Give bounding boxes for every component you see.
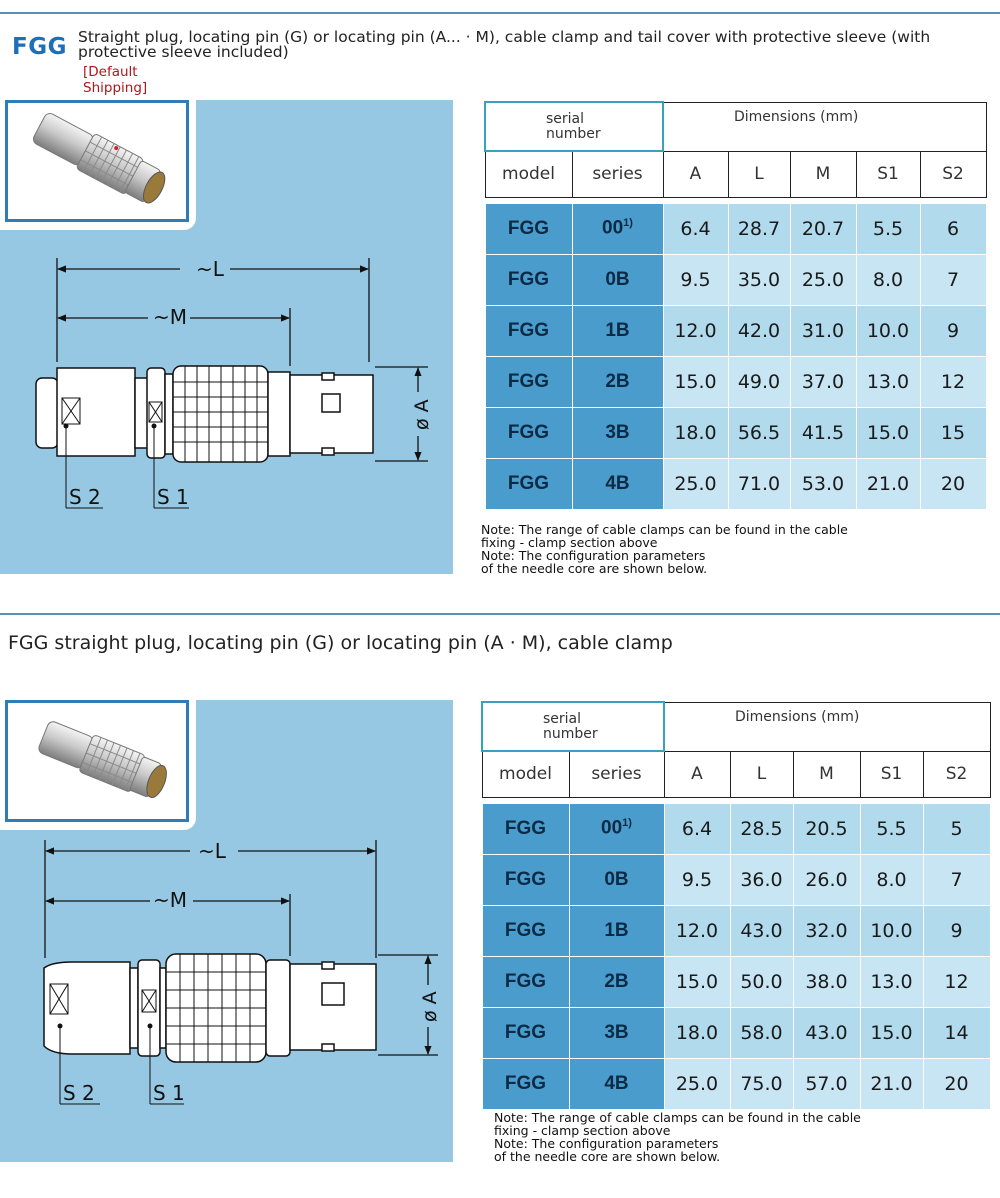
- cell-m: 37.0: [790, 356, 856, 407]
- drawing-panel-1: [0, 100, 453, 574]
- cell-l: 75.0: [730, 1058, 793, 1109]
- cell-model: FGG: [485, 407, 572, 458]
- table-row: [482, 803, 990, 854]
- cell-a: 12.0: [664, 905, 730, 956]
- col-M: M: [790, 151, 856, 197]
- label-S1: S 1: [153, 1081, 185, 1105]
- cell-a: 15.0: [664, 956, 730, 1007]
- series-value: 2B: [605, 370, 630, 392]
- cell-a: 25.0: [664, 1058, 730, 1109]
- series-value: 1B: [605, 319, 630, 341]
- note-line: of the needle core are shown below.: [481, 561, 708, 576]
- cell-a: 6.4: [663, 203, 728, 254]
- col-S2: S2: [920, 151, 986, 197]
- serial-number-header: serial number: [485, 102, 663, 151]
- label-L: ~L: [198, 839, 226, 863]
- cell-l: 58.0: [730, 1007, 793, 1058]
- cell-model: FGG: [485, 356, 572, 407]
- cell-l: 56.5: [728, 407, 790, 458]
- brand-logo: FGG: [12, 34, 67, 60]
- series-value: 2B: [604, 970, 629, 992]
- note-line: Note: The configuration parameters: [494, 1136, 719, 1151]
- series-value: 4B: [605, 472, 630, 494]
- cell-a: 18.0: [664, 1007, 730, 1058]
- dimensions-header: Dimensions (mm): [664, 702, 990, 751]
- dimensions-header: Dimensions (mm): [663, 102, 986, 151]
- table-row: [482, 905, 990, 956]
- cell-a: 9.5: [664, 854, 730, 905]
- col-L: L: [728, 151, 790, 197]
- cell-series: [572, 203, 663, 254]
- table-row: [485, 356, 986, 407]
- cell-l: 28.7: [728, 203, 790, 254]
- cell-m: 41.5: [790, 407, 856, 458]
- series-value: 0B: [605, 268, 630, 290]
- dimension-table-1: [484, 101, 987, 510]
- cell-s2: 20: [923, 1058, 990, 1109]
- cell-model: FGG: [482, 956, 569, 1007]
- footnote-marker: 1): [623, 217, 633, 230]
- table-row: [482, 1007, 990, 1058]
- cell-s2: 12: [923, 956, 990, 1007]
- cell-model: FGG: [485, 254, 572, 305]
- cell-m: 26.0: [793, 854, 860, 905]
- cell-m: 43.0: [793, 1007, 860, 1058]
- note-line: Note: The configuration parameters: [481, 548, 706, 563]
- table-row: [482, 854, 990, 905]
- col-model: model: [482, 751, 569, 797]
- note-line: of the needle core are shown below.: [494, 1149, 721, 1164]
- cell-s1: 15.0: [856, 407, 920, 458]
- cell-s1: 10.0: [860, 905, 923, 956]
- footnote-marker: 1): [622, 817, 632, 830]
- cell-model: FGG: [482, 905, 569, 956]
- cell-series: [572, 254, 663, 305]
- cell-a: 9.5: [663, 254, 728, 305]
- cell-series: [569, 905, 664, 956]
- col-L: L: [730, 751, 793, 797]
- table-row: [482, 1058, 990, 1109]
- label-A: ø A: [419, 991, 441, 1022]
- cell-s2: 7: [923, 854, 990, 905]
- label-S1: S 1: [157, 485, 189, 509]
- cell-a: 12.0: [663, 305, 728, 356]
- notes-2: [494, 1111, 861, 1163]
- cell-l: 28.5: [730, 803, 793, 854]
- cell-m: 20.5: [793, 803, 860, 854]
- series-value: 00: [602, 217, 624, 239]
- cell-a: 6.4: [664, 803, 730, 854]
- label-S2: S 2: [63, 1081, 95, 1105]
- label-M: ~M: [153, 888, 188, 912]
- serial-number-header: serial number: [482, 702, 664, 751]
- label-S2: S 2: [69, 485, 101, 509]
- cell-m: 57.0: [793, 1058, 860, 1109]
- col-S1: S1: [856, 151, 920, 197]
- cell-model: FGG: [485, 203, 572, 254]
- table-row: [485, 254, 986, 305]
- series-value: 3B: [604, 1021, 629, 1043]
- top-divider: [0, 12, 1000, 14]
- note-line: fixing - clamp section above: [494, 1123, 671, 1138]
- table-row: [485, 458, 986, 509]
- cell-s2: 20: [920, 458, 986, 509]
- note-line: fixing - clamp section above: [481, 535, 658, 550]
- cell-s1: 8.0: [860, 854, 923, 905]
- cell-s1: 5.5: [860, 803, 923, 854]
- col-S1: S1: [860, 751, 923, 797]
- cell-series: [572, 458, 663, 509]
- cell-l: 50.0: [730, 956, 793, 1007]
- cell-s2: 9: [923, 905, 990, 956]
- cell-l: 43.0: [730, 905, 793, 956]
- cell-l: 42.0: [728, 305, 790, 356]
- cell-a: 15.0: [663, 356, 728, 407]
- cell-s2: 14: [923, 1007, 990, 1058]
- cell-m: 20.7: [790, 203, 856, 254]
- cell-s2: 12: [920, 356, 986, 407]
- table-row: [482, 956, 990, 1007]
- cell-l: 49.0: [728, 356, 790, 407]
- note-line: Note: The range of cable clamps can be found in the cable: [481, 522, 848, 537]
- cell-series: [569, 803, 664, 854]
- cell-m: 32.0: [793, 905, 860, 956]
- cell-s2: 6: [920, 203, 986, 254]
- col-series: series: [572, 151, 663, 197]
- drawing-panel-2: [0, 700, 453, 1162]
- cell-series: [572, 407, 663, 458]
- cell-s1: 10.0: [856, 305, 920, 356]
- cell-m: 25.0: [790, 254, 856, 305]
- section-divider: [0, 613, 1000, 615]
- cell-s1: 5.5: [856, 203, 920, 254]
- cell-series: [572, 356, 663, 407]
- cell-m: 38.0: [793, 956, 860, 1007]
- cell-s1: 21.0: [856, 458, 920, 509]
- cell-model: FGG: [482, 854, 569, 905]
- cell-s2: 9: [920, 305, 986, 356]
- cell-l: 71.0: [728, 458, 790, 509]
- technical-drawing-2: [0, 700, 453, 1162]
- col-M: M: [793, 751, 860, 797]
- col-series: series: [569, 751, 664, 797]
- series-value: 00: [601, 817, 623, 839]
- cell-series: [572, 305, 663, 356]
- cell-model: FGG: [485, 305, 572, 356]
- series-value: 4B: [604, 1072, 629, 1094]
- cell-model: FGG: [482, 1007, 569, 1058]
- label-A: ø A: [411, 399, 433, 430]
- section-2-title: FGG straight plug, locating pin (G) or locating pin (A · M), cable clamp: [8, 632, 673, 654]
- label-L: ~L: [196, 257, 224, 281]
- cell-series: [569, 956, 664, 1007]
- col-model: model: [485, 151, 572, 197]
- cell-model: FGG: [485, 458, 572, 509]
- cell-s1: 15.0: [860, 1007, 923, 1058]
- cell-l: 35.0: [728, 254, 790, 305]
- cell-s2: 5: [923, 803, 990, 854]
- default-shipping-tag: [Default Shipping]: [83, 64, 148, 96]
- notes-1: [481, 523, 848, 575]
- cell-s2: 7: [920, 254, 986, 305]
- cell-series: [569, 1007, 664, 1058]
- cell-series: [569, 854, 664, 905]
- cell-a: 18.0: [663, 407, 728, 458]
- series-value: 3B: [605, 421, 630, 443]
- cell-a: 25.0: [663, 458, 728, 509]
- label-M: ~M: [153, 305, 188, 329]
- cell-s1: 8.0: [856, 254, 920, 305]
- table-row: [485, 407, 986, 458]
- series-value: 1B: [604, 919, 629, 941]
- cell-model: FGG: [482, 803, 569, 854]
- table-row: [485, 203, 986, 254]
- dimension-table-2: [481, 701, 991, 1110]
- col-A: A: [663, 151, 728, 197]
- series-value: 0B: [604, 868, 629, 890]
- col-A: A: [664, 751, 730, 797]
- cell-s1: 13.0: [856, 356, 920, 407]
- section-1-title: Straight plug, locating pin (G) or locating pin (A... · M), cable clamp and tail cover with protective sleeve (with protective sleeve included): [78, 28, 931, 61]
- cell-m: 31.0: [790, 305, 856, 356]
- cell-s1: 21.0: [860, 1058, 923, 1109]
- table-row: [485, 305, 986, 356]
- col-S2: S2: [923, 751, 990, 797]
- cell-model: FGG: [482, 1058, 569, 1109]
- cell-m: 53.0: [790, 458, 856, 509]
- cell-l: 36.0: [730, 854, 793, 905]
- note-line: Note: The range of cable clamps can be found in the cable: [494, 1110, 861, 1125]
- cell-s2: 15: [920, 407, 986, 458]
- cell-s1: 13.0: [860, 956, 923, 1007]
- cell-series: [569, 1058, 664, 1109]
- technical-drawing-1: [0, 100, 453, 574]
